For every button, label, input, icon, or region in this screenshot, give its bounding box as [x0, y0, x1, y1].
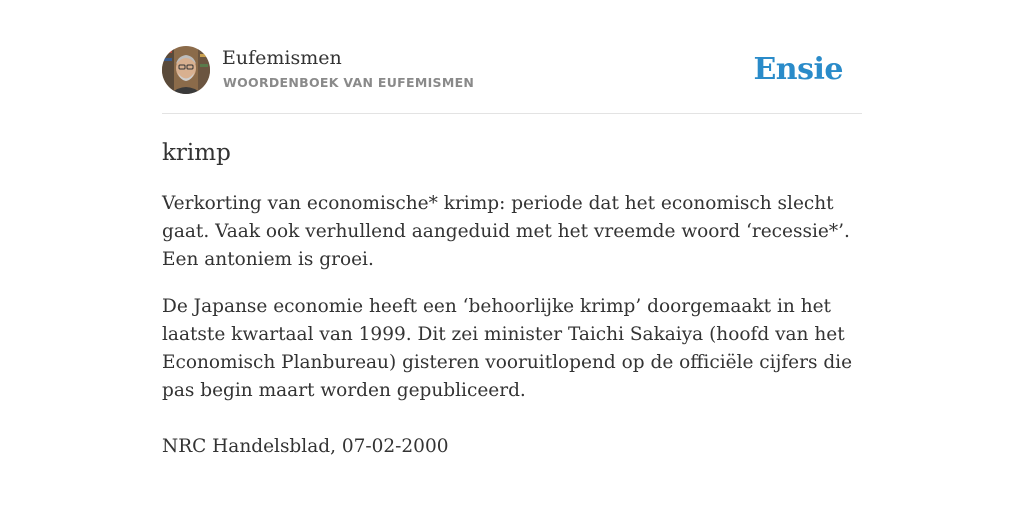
definition-text-1: Verkorting van: [162, 193, 307, 214]
entry-page: [162, 46, 862, 461]
definition-paragraph: [162, 190, 862, 274]
definition-text-2: krimp: periode dat het economisch slecht gaat. Vaak ook verhullend aangeduid met het vreemde woord ‘: [162, 193, 834, 242]
ensie-logo[interactable]: Ensie: [753, 52, 843, 87]
dictionary-name-link[interactable]: WOORDENBOEK VAN EUFEMISMEN: [223, 75, 475, 90]
entry-term: krimp: [162, 140, 231, 166]
author-avatar[interactable]: [162, 46, 210, 94]
link-economische[interactable]: economische*: [306, 193, 438, 214]
author-name-link[interactable]: Eufemismen: [222, 47, 342, 69]
entry-definition: [162, 190, 862, 274]
header: [162, 46, 862, 114]
link-recessie[interactable]: recessie*: [751, 221, 839, 242]
author-avatar-image: [162, 46, 210, 94]
definition-text-3: ’. Een antoniem is groei.: [162, 221, 850, 270]
entry-source: NRC Handelsblad, 07-02-2000: [162, 436, 449, 457]
entry-quote: De Japanse economie heeft een ‘behoorlijke krimp’ doorgemaakt in het laatste kwartaal van 1999. Dit zei minister Taichi Sakaiya (hoofd van het Economisch Planbureau) gisteren vooruitlopend op de officiële cijfers die pas begin maart worden gepubliceerd.: [162, 296, 853, 401]
